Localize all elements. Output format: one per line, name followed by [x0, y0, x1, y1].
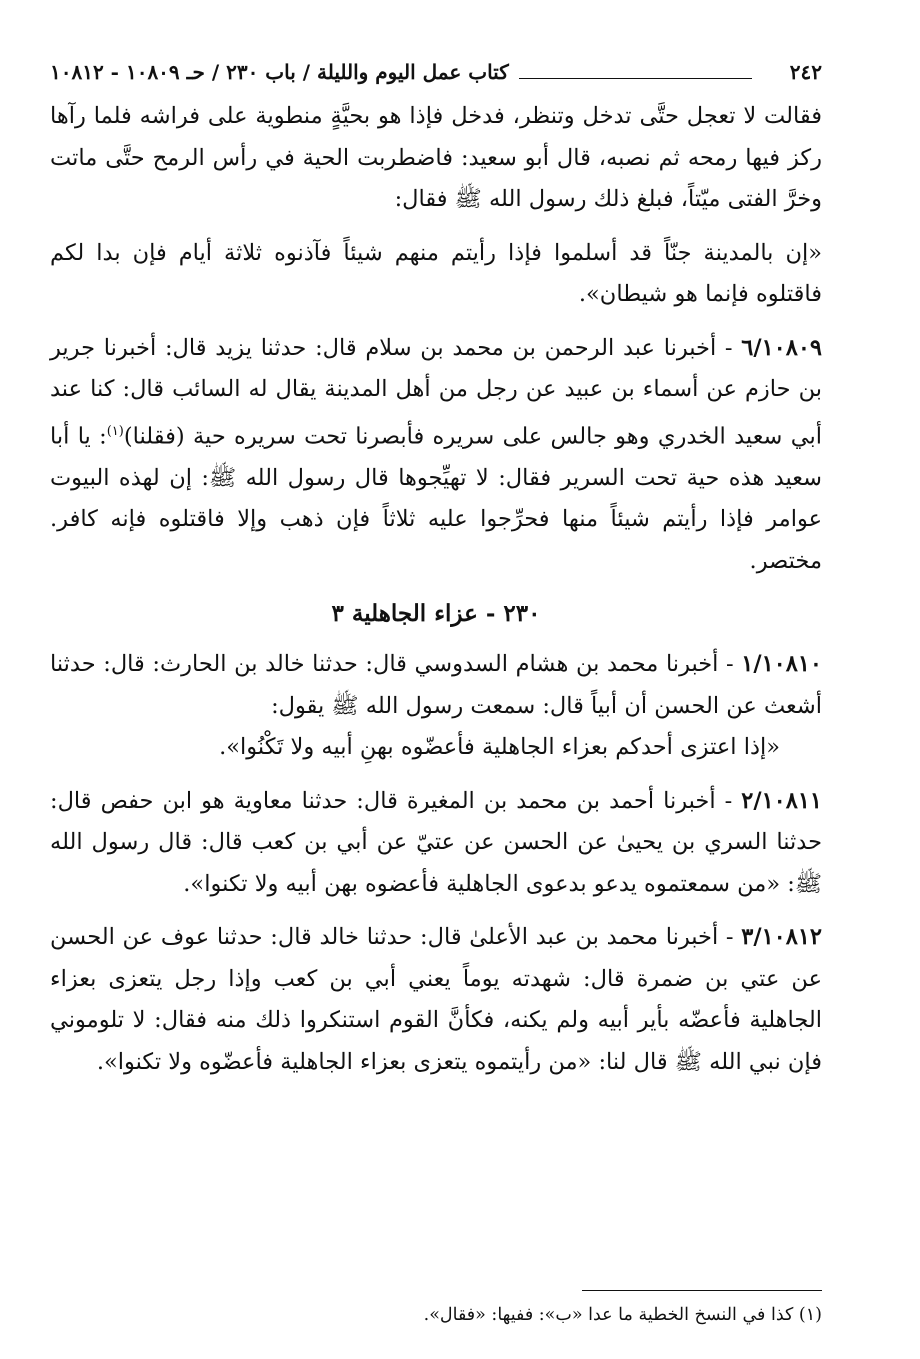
section-title: ٢٣٠ - عزاء الجاهلية ٣: [331, 600, 541, 627]
prophet-quote-2: «إذا اعتزى أحدكم بعزاء الجاهلية فأعضّوه بهنِ أبيه ولا تَكْنُوا».: [219, 734, 780, 760]
footnote-rule: [582, 1290, 822, 1291]
footnote: (١) كذا في النسخ الخطية ما عدا «ب»: ففيها: «فقال».: [423, 1305, 822, 1325]
hadith-text: - أخبرنا محمد بن عبد الأعلىٰ قال: حدثنا خالد قال: حدثنا عوف عن الحسن عن عتي بن ضمرة قال: شهدته يوماً يعني أبي بن كعب وإذا رجل يتعزى بعزاء الجاهلية فأعضّه بأير أبيه ولم يكنه، فكأنَّ القوم استنكروا ذلك منه فقال: لا تلوموني فإن نبي الله ﷺ قال لنا: «من رأيتموه يتعزى بعزاء الجاهلية فأعضّوه ولا تكنوا».: [50, 924, 822, 1075]
hadith-text: - أخبرنا محمد بن هشام السدوسي قال: حدثنا خالد بن الحارث: قال: حدثنا أشعث عن الحسن أن أبياً قال: سمعت رسول الله ﷺ يقول:: [50, 651, 822, 719]
page-number: ٢٤٢: [789, 60, 822, 84]
paragraph-1: فقالت لا تعجل حتَّى تدخل وتنظر، فدخل فإذا هو بحيَّةٍ منطوية على فراشه فلما رآها ركز فيها رمحه ثم نصبه، قال أبو سعيد: فاضطربت الحية في رأس الرمح حتَّى ماتت وخرَّ الفتى ميّتاً، فبلغ ذلك رسول الله ﷺ فقال:: [50, 103, 822, 212]
page-header: [50, 60, 822, 96]
running-title: كتاب عمل اليوم والليلة / باب ٢٣٠ / حـ ١٠٨٠٩ - ١٠٨١٢: [50, 60, 509, 84]
hadith-2-10811: [50, 781, 822, 906]
hadith-6-10809: [50, 328, 822, 583]
hadith-text-cont: : يا أبا سعيد هذه حية تحت السرير فقال: لا تهيِّجوها قال رسول الله ﷺ: إن لهذه البيوت عوامر فإذا رأيتم شيئاً منها فحرِّجوا عليه ثلاثاً فإن ذهب وإلا فاقتلوه فإنه كافر. مختصر.: [50, 423, 822, 574]
header-rule: [519, 78, 752, 79]
hadith-text: - أخبرنا أحمد بن محمد بن المغيرة قال: حدثنا معاوية هو ابن حفص قال: حدثنا السري بن يحيىٰ عن الحسن عن عتيّ عن أبي بن كعب قال: قال رسول الله ﷺ: «من سمعتموه يدعو بدعوى الجاهلية فأعضوه بهن أبيه ولا تكنوا».: [50, 787, 822, 897]
hadith-number: ٦/١٠٨٠٩: [741, 334, 822, 361]
hadith-text: - أخبرنا عبد الرحمن بن محمد بن سلام قال: حدثنا يزيد قال: أخبرنا جرير بن حازم عن أسماء بن عبيد عن رجل من أهل المدينة يقال له السائب قال: كنا عند أبي سعيد الخدري وهو جالس على سريره فأبصرنا تحت سريره حية (فقلنا): [50, 334, 822, 449]
hadith-number: ٢/١٠٨١١: [741, 787, 822, 814]
book-page: [50, 60, 822, 1083]
hadith-1-10810: [50, 644, 822, 727]
prophet-quote-1: «إن بالمدينة جنّاً قد أسلموا فإذا رأيتم منهم شيئاً فآذنوه ثلاثة أيام فإن بدا لكم فاقتلوه فإنما هو شيطان».: [50, 239, 822, 307]
hadith-number: ١/١٠٨١٠: [741, 651, 822, 677]
hadith-3-10812: [50, 917, 822, 1083]
hadith-number: ٣/١٠٨١٢: [741, 924, 822, 950]
footnote-ref: (١): [106, 423, 124, 439]
